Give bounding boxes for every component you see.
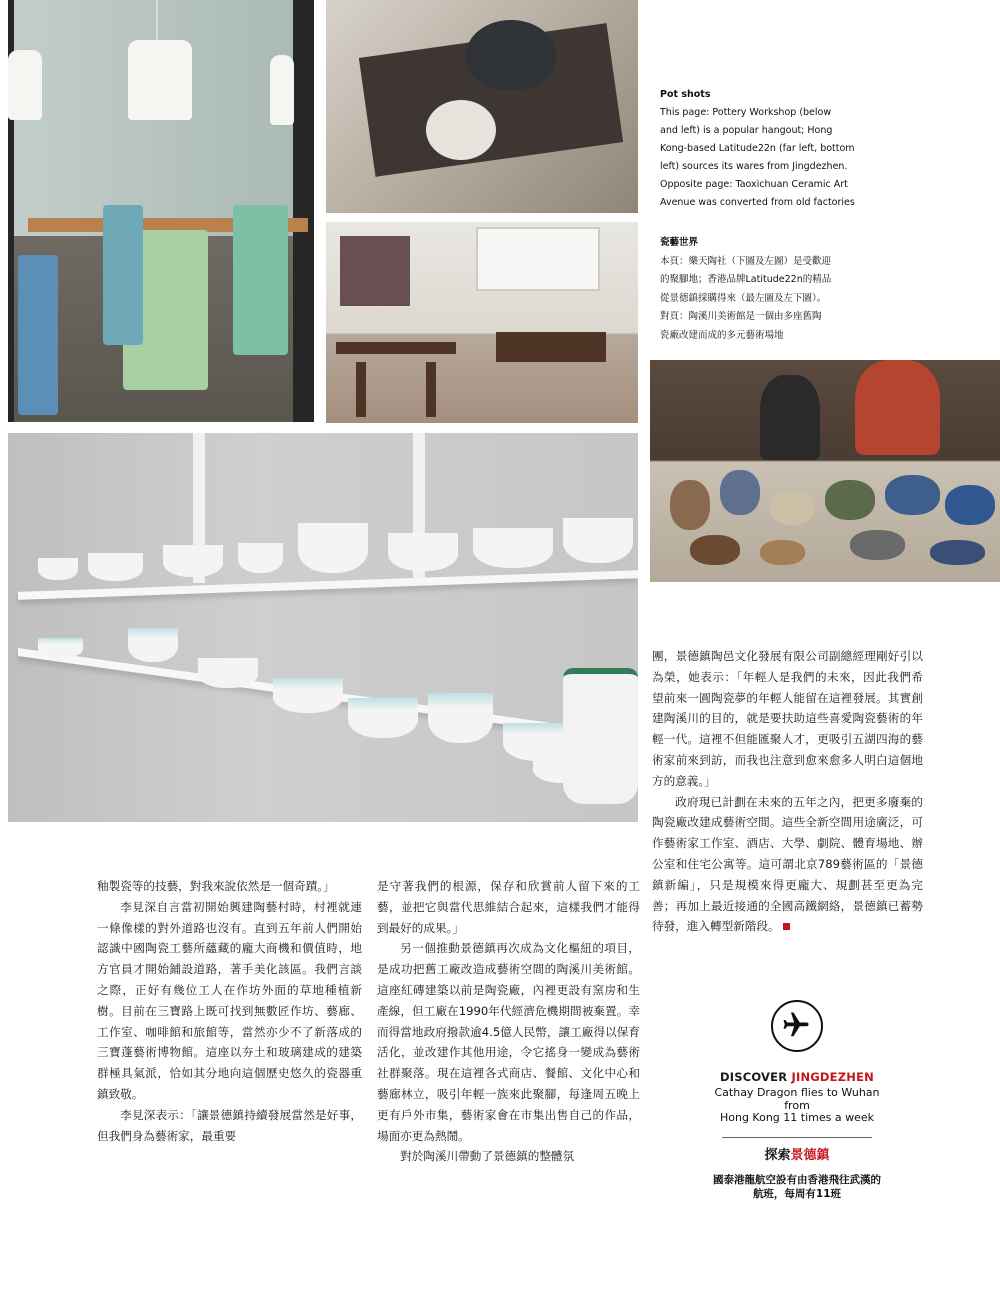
tea-cup bbox=[426, 100, 496, 160]
artisan-woman bbox=[760, 375, 820, 460]
discover-zh-line: 國泰港龍航空設有由香港飛往武漢的 bbox=[713, 1173, 881, 1186]
discover-title-zh bbox=[708, 1144, 886, 1163]
caption-line: Opposite page: Taoxichuan Ceramic Art bbox=[660, 179, 848, 190]
article-paragraph bbox=[652, 792, 923, 938]
discover-title-prefix: DISCOVER bbox=[720, 1070, 792, 1084]
photo-artisans-with-pottery bbox=[650, 360, 1000, 582]
chair-leg bbox=[426, 362, 436, 417]
caption-line: left) sources its wares from Jingdezhen. bbox=[660, 161, 848, 172]
discover-text bbox=[708, 1087, 886, 1125]
article-paragraph: 另一個推動景德鎮再次成為文化樞紐的項目，是成功把舊工廠改造成藝術空間的陶溪川美術館。這座紅磚建築以前是陶瓷廠，內裡更設有窯房和生產線，但工廠在1990年代經濟危機期間被棄置。幸而得當地政府撥款逾4.5億人民幣，讓工廠得以保育活化，並改建作其他用途，令它搖身一變成為藝術社群聚落。現在這裡各式商店、餐館、文化中心和藝廊林立，吸引年輕一族來此聚腳，每逢周五晚上更有戶外市集，藝術家會在市集出售自己的作品，場面亦更為熱鬧。 bbox=[377, 941, 640, 1143]
pendant-lamp bbox=[270, 55, 294, 125]
caption-line-zh: 瓷廠改建而成的多元藝術場地 bbox=[660, 329, 784, 341]
artisan-man bbox=[855, 360, 940, 455]
article-paragraph: 李見深自言當初開始興建陶藝村時，村裡就連一條像樣的對外道路也沒有。直到五年前人們開始認識中國陶瓷工藝所蘊藏的龐大商機和價值時，地方官員才開始鋪設道路，著手美化該區。我們言談之際，正好有幾位工人在作坊外面的草地種植新樹。目前在三寶路上既可找到無數匠作坊、藝廊、工作室、咖啡館和旅館等，當然亦少不了新落成的三寶蓬藝術博物館。這座以夯土和玻璃建成的建築群極具氣派，恰如其分地向這個歷史悠久的瓷器重鎮致敬。 bbox=[97, 899, 362, 1101]
article-paragraph: 釉製瓷等的技藝，對我來說依然是一個奇蹟。」 bbox=[97, 879, 335, 893]
photo-ceramics-shelves bbox=[8, 433, 638, 822]
teapot bbox=[466, 20, 556, 90]
article-text: 政府現已計劃在未來的五年之內，把更多廢棄的陶瓷廠改建成藝術空間。這些全新空間用途廣泛，可作藝術家工作室、酒店、大學、劇院、體育場地、辦公室和住宅公寓等。這可謂北京789藝術區的「景德鎮新編」，只是規模來得更龐大、規劃甚至更為完善；再加上最近接通的全國高鐵網絡，景德鎮已蓄勢待發，進入轉型新階段。 bbox=[652, 794, 923, 934]
discover-line: Hong Kong 11 times a week bbox=[719, 1111, 874, 1124]
discover-zh-prefix: 探索 bbox=[764, 1147, 791, 1163]
article-paragraph: 團，景德鎮陶邑文化發展有限公司副總經理剛好引以為榮，她表示：「年輕人是我們的未來，因此我們希望前來一圓陶瓷夢的年輕人能留在這裡發展。其實創建陶溪川的目的，就是要扶助這些喜愛陶瓷藝術的年輕一代。這裡不但能匯聚人才，更吸引五湖四海的藝術家前來到訪，而我也注意到愈來愈多人明白這個地方的意義。」 bbox=[652, 649, 923, 788]
caption-line-zh: 從景德鎮採購得來（最左圖及左下圖）。 bbox=[660, 292, 827, 304]
caption-line: and left) is a popular hangout; Hong bbox=[660, 125, 833, 136]
mint-chair bbox=[233, 205, 288, 355]
photo-caption-zh bbox=[660, 234, 872, 345]
discover-title bbox=[708, 1070, 886, 1084]
caption-line-zh: 對頁：陶溪川美術館是一個由多座舊陶 bbox=[660, 311, 822, 322]
article-column-left bbox=[97, 876, 362, 1146]
article-paragraph: 是守著我們的根源，保存和欣賞前人留下來的工藝，並把它與當代思維結合起來，這樣我們才能得到最好的成果。」 bbox=[377, 879, 640, 935]
caption-line-zh: 本頁：樂天陶社（下圖及左圖）是受歡迎 bbox=[660, 255, 832, 267]
photo-caption-en bbox=[660, 86, 875, 212]
photo-gallery-room bbox=[326, 222, 638, 423]
caption-title-zh: 瓷藝世界 bbox=[660, 237, 699, 248]
article-column-middle bbox=[377, 876, 640, 1167]
pendant-lamp bbox=[8, 50, 42, 120]
plane-icon bbox=[771, 1000, 823, 1052]
chair-leg bbox=[356, 362, 366, 417]
discover-text-zh bbox=[708, 1173, 886, 1201]
caption-line: Avenue was converted from old factories bbox=[660, 197, 855, 208]
pendant-lamp bbox=[128, 40, 192, 120]
photo-teapot bbox=[326, 0, 638, 213]
teal-chair bbox=[103, 205, 143, 345]
blue-chair bbox=[18, 255, 58, 415]
discover-zh-line: 航班，每周有11班 bbox=[752, 1187, 842, 1200]
caption-line-zh: 的聚腳地；香港品牌Latitude22n的精品 bbox=[660, 274, 832, 285]
window bbox=[476, 227, 600, 291]
green-rim-vase bbox=[563, 668, 638, 804]
divider bbox=[722, 1137, 872, 1138]
caption-line: This page: Pottery Workshop (below bbox=[660, 107, 832, 118]
discover-box bbox=[708, 1000, 886, 1201]
article-paragraph: 李見深表示：「讓景德鎮持續發展當然是好事，但我們身為藝術家，最重要 bbox=[97, 1107, 362, 1143]
photo-cafe-interior bbox=[8, 0, 314, 422]
article-column-right bbox=[652, 646, 923, 937]
article-paragraph: 對於陶溪川帶動了景德鎮的整體氛 bbox=[400, 1149, 575, 1164]
discover-line: Cathay Dragon flies to Wuhan from bbox=[714, 1086, 880, 1112]
end-mark-icon bbox=[783, 923, 790, 930]
wooden-table bbox=[336, 342, 456, 354]
discover-zh-accent: 景德鎮 bbox=[790, 1147, 830, 1163]
window-frame bbox=[293, 0, 314, 422]
hanging-robe bbox=[340, 236, 410, 306]
caption-line: Kong-based Latitude22n (far left, bottom bbox=[660, 143, 855, 154]
wooden-table bbox=[496, 332, 606, 362]
discover-title-accent: JINGDEZHEN bbox=[791, 1070, 874, 1084]
caption-title: Pot shots bbox=[660, 89, 711, 100]
